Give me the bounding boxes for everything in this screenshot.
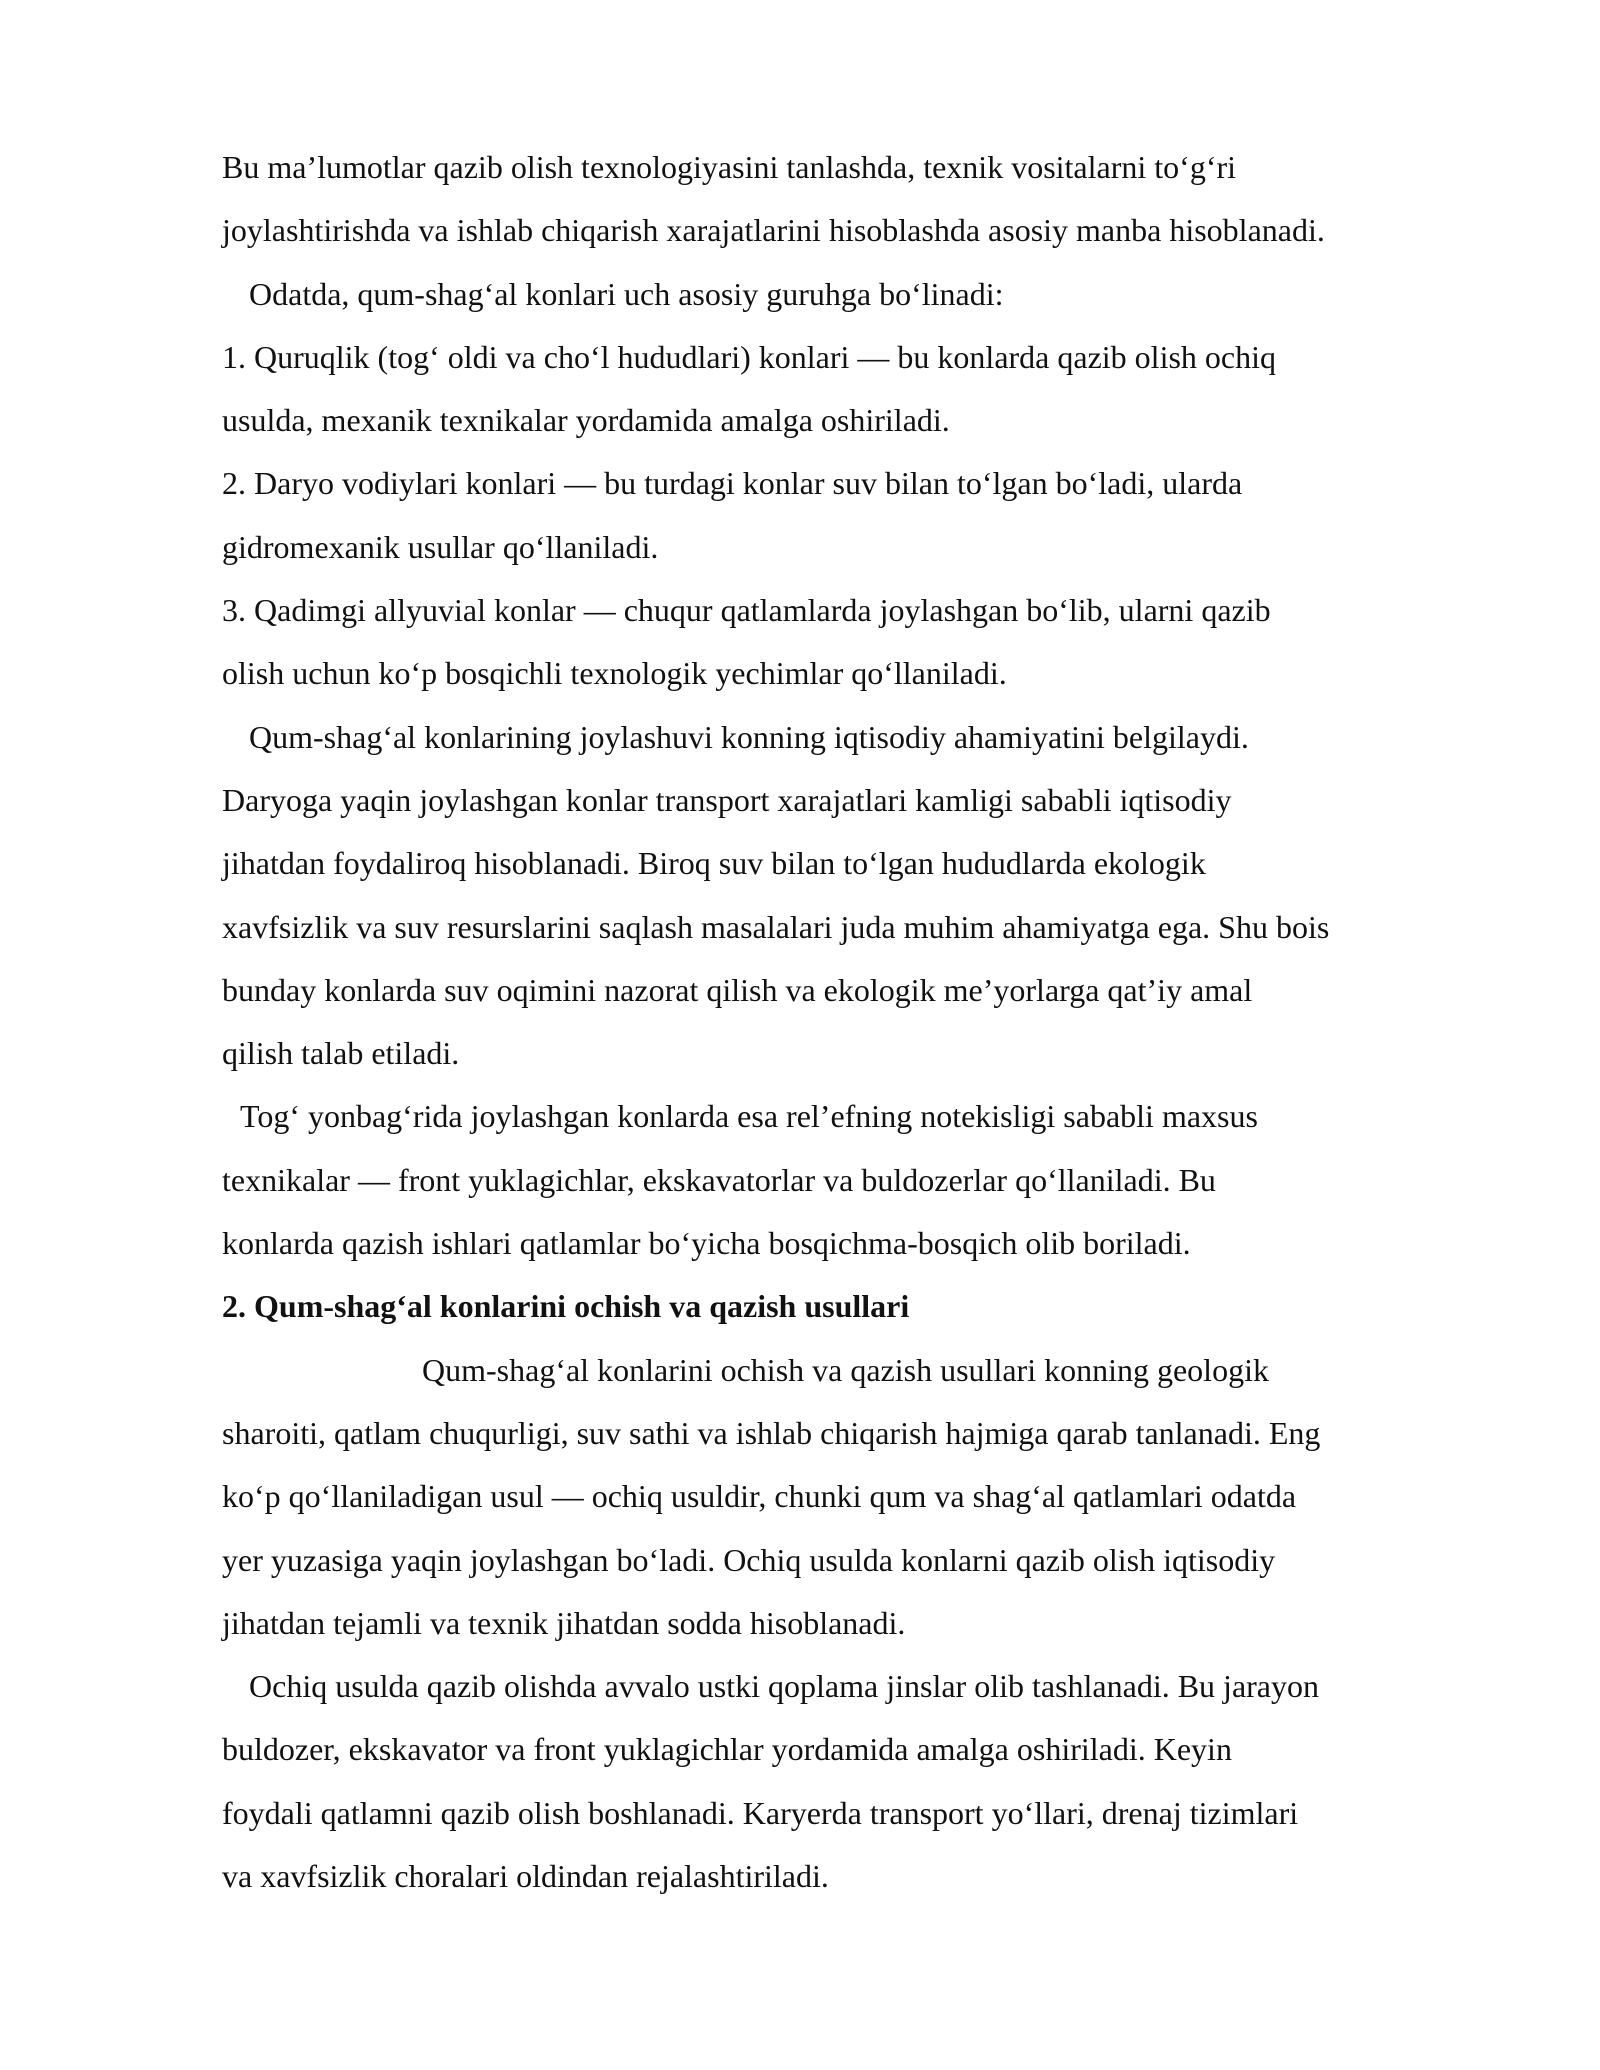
text-line: Qum-shag‘al konlarini ochish va qazish usullari konning geologik <box>422 1351 1269 1388</box>
numbered-list <box>222 326 1512 706</box>
text-line: 3. Qadimgi allyuvial konlar — chuqur qatlamlarda joylashgan bo‘lib, ularni qazib <box>222 592 1271 629</box>
text-line: Tog‘ yonbag‘rida joylashgan konlarda esa rel’efning notekisligi sababli maxsus <box>240 1098 1258 1135</box>
text-line: yer yuzasiga yaqin joylashgan bo‘ladi. Ochiq usulda konlarni qazib olish iqtisodiy <box>222 1541 1276 1578</box>
text-line: qilish talab etiladi. <box>222 1035 460 1072</box>
paragraph-groups-intro <box>222 263 1512 326</box>
text-line: joylashtirishda va ishlab chiqarish xarajatlarini hisoblashda asosiy manba hisoblanadi. <box>222 212 1325 249</box>
text-line: gidromexanik usullar qo‘llaniladi. <box>222 528 659 565</box>
text-line: foydali qatlamni qazib olish boshlanadi. Karyerda transport yo‘llari, drenaj tizimlari <box>222 1794 1299 1831</box>
section-heading: 2. Qum-shag‘al konlarini ochish va qazish usullari <box>222 1288 910 1325</box>
list-item <box>222 579 1512 706</box>
text-line: olish uchun ko‘p bosqichli texnologik yechimlar qo‘llaniladi. <box>222 655 1007 692</box>
paragraph-mountain <box>222 1085 1512 1275</box>
paragraph-intro <box>222 136 1512 263</box>
text-line: usulda, mexanik texnikalar yordamida amalga oshiriladi. <box>222 402 950 439</box>
text-line: texnikalar — front yuklagichlar, ekskavatorlar va buldozerlar qo‘llaniladi. Bu <box>222 1161 1216 1198</box>
text-line: Bu ma’lumotlar qazib olish texnologiyasini tanlashda, texnik vositalarni to‘g‘ri <box>222 149 1237 185</box>
document-body <box>222 136 1512 1908</box>
text-line: 1. Quruqlik (tog‘ oldi va cho‘l hududlari) konlari — bu konlarda qazib olish ochiq <box>222 338 1276 375</box>
text-line: Ochiq usulda qazib olishda avvalo ustki qoplama jinslar olib tashlanadi. Bu jarayon <box>249 1668 1319 1705</box>
text-line: Odatda, qum-shag‘al konlari uch asosiy guruhga bo‘linadi: <box>249 275 1004 312</box>
paragraph-methods <box>222 1339 1512 1655</box>
list-item <box>222 452 1512 579</box>
text-line: konlarda qazish ishlari qatlamlar bo‘yicha bosqichma-bosqich olib boriladi. <box>222 1225 1191 1262</box>
text-line: buldozer, ekskavator va front yuklagichlar yordamida amalga oshiriladi. Keyin <box>222 1731 1232 1768</box>
list-item <box>222 326 1512 453</box>
text-line: jihatdan foydaliroq hisoblanadi. Biroq suv bilan to‘lgan hududlarda ekologik <box>222 845 1206 882</box>
text-line: xavfsizlik va suv resurslarini saqlash masalalari juda muhim ahamiyatga ega. Shu bois <box>222 908 1330 945</box>
text-line: bunday konlarda suv oqimini nazorat qilish va ekologik me’yorlarga qat’iy amal <box>222 971 1253 1008</box>
paragraph-location <box>222 706 1512 1086</box>
paragraph-open-pit <box>222 1655 1512 1908</box>
text-line: va xavfsizlik choralari oldindan rejalashtiriladi. <box>222 1858 829 1895</box>
text-line: Daryoga yaqin joylashgan konlar transport xarajatlari kamligi sababli iqtisodiy <box>222 781 1232 818</box>
text-line: ko‘p qo‘llaniladigan usul — ochiq usuldir, chunki qum va shag‘al qatlamlari odatda <box>222 1478 1297 1515</box>
text-line: sharoiti, qatlam chuqurligi, suv sathi va ishlab chiqarish hajmiga qarab tanlanadi. Eng <box>222 1414 1321 1451</box>
text-line: 2. Daryo vodiylari konlari — bu turdagi konlar suv bilan to‘lgan bo‘ladi, ularda <box>222 465 1243 502</box>
text-line: Qum-shag‘al konlarining joylashuvi konning iqtisodiy ahamiyatini belgilaydi. <box>249 718 1249 755</box>
text-line: jihatdan tejamli va texnik jihatdan sodda hisoblanadi. <box>222 1604 906 1641</box>
